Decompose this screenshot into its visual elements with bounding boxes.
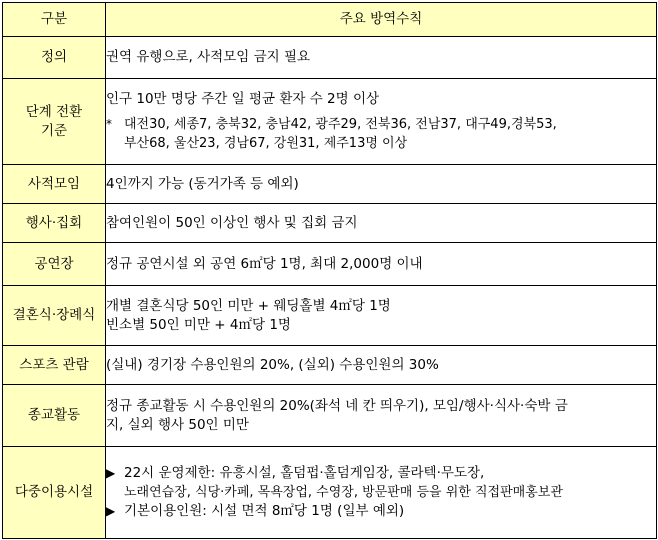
row-text-multi-use [106,447,657,539]
table-row [3,37,657,79]
wedding-line2: 빈소별 50인 미만 + 4㎡당 1명 [106,316,291,333]
multi-use-item1-line1: 22시 운영제한: 유흥시설, 홀덤펍·홀덤게임장, 콜라텍·무도장, [124,465,485,481]
row-text-definition: 권역 유행으로, 사적모임 금지 필요 [106,37,657,79]
table-row [3,165,657,204]
row-text-religion [106,385,657,447]
row-label-criteria-line2: 기준 [40,122,68,139]
row-label-performance: 공연장 [3,243,106,286]
religion-line2: 지, 실외 행사 50인 미만 [106,416,249,433]
row-label-events: 행사·집회 [3,204,106,243]
row-label-wedding-funeral: 결혼식·장례식 [3,286,106,346]
row-text-sports: (실내) 경기장 수용인원의 20%, (실외) 수용인원의 30% [106,346,657,385]
criteria-main: 인구 10만 명당 주간 일 평균 환자 수 2명 이상 [106,91,380,107]
row-label-private-gathering: 사적모임 [3,165,106,204]
table-row [3,243,657,286]
header-row [3,3,657,37]
table-row [3,204,657,243]
row-label-criteria-line1: 단계 전환 [25,103,83,120]
quarantine-rules-table [2,2,657,539]
wedding-line1: 개별 결혼식당 50인 미만 + 웨딩홀별 4㎡당 1명 [106,297,391,314]
note-mark: * [106,117,112,131]
row-text-criteria [106,79,657,165]
row-label-multi-use: 다중이용시설 [3,447,106,539]
row-text-events: 참여인원이 50인 이상인 행사 및 집회 금지 [106,204,657,243]
multi-use-item1 [106,464,656,502]
row-text-private-gathering: 4인까지 가능 (동거가족 등 예외) [106,165,657,204]
row-label-definition: 정의 [3,37,106,79]
multi-use-item2-text: 기본이용인원: 시설 면적 8㎡당 1명 (일부 예외) [124,503,405,519]
criteria-note [106,115,656,153]
row-text-wedding-funeral [106,286,657,346]
multi-use-item1-line2: 노래연습장, 식당·카페, 목욕장업, 수영장, 방문판매 등을 위한 직접판매홍보관 [124,485,563,500]
row-label-religion: 종교활동 [3,385,106,447]
row-text-performance: 정규 공연시설 외 공연 6㎡당 1명, 최대 2,000명 이내 [106,243,657,286]
table-row [3,447,657,539]
criteria-note-line2: 부산68, 울산23, 경남67, 강원31, 제주13명 이상 [124,136,408,151]
triangle-bullet-icon: ▶ [106,466,116,480]
table-row [3,79,657,165]
table-row [3,385,657,447]
table-row [3,346,657,385]
table-row [3,286,657,346]
row-label-sports: 스포츠 관람 [3,346,106,385]
religion-line1: 정규 종교활동 시 수용인원의 20%(좌석 네 칸 띄우기), 모임/행사·식사·숙박 금 [106,397,568,414]
header-measures: 주요 방역수칙 [106,3,657,37]
criteria-note-line1: 대전30, 세종7, 충북32, 충남42, 광주29, 전북36, 전남37, 대구49,경북53, [124,117,557,132]
header-category: 구분 [3,3,106,37]
triangle-bullet-icon: ▶ [106,504,116,518]
row-label-criteria [3,79,106,165]
multi-use-item2 [106,502,656,521]
